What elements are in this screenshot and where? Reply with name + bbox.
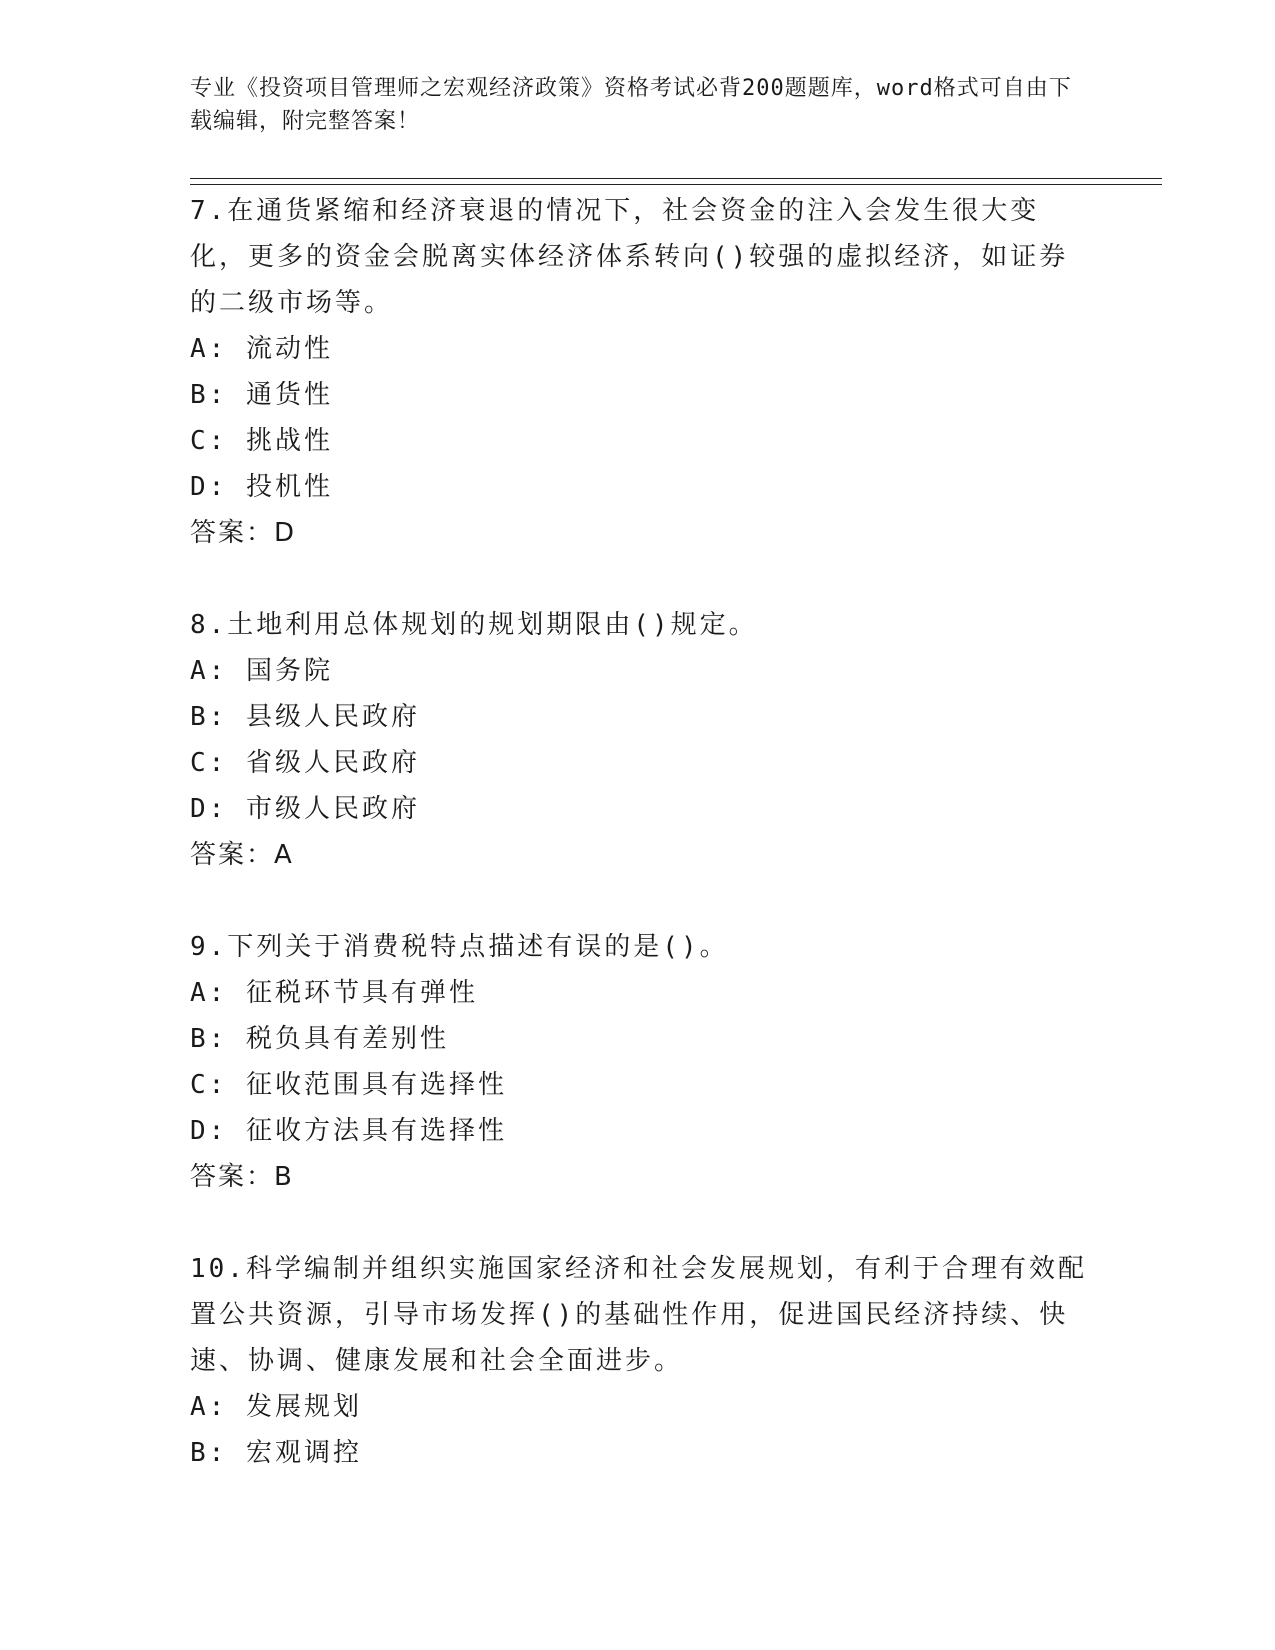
document-header: 专业《投资项目管理师之宏观经济政策》资格考试必背200题题库，word格式可自由下载编辑，附完整答案！ [190, 76, 1072, 134]
option-b: B: 县级人民政府 [190, 702, 420, 732]
question-9 [190, 924, 1090, 1200]
option-b: B: 宏观调控 [190, 1438, 362, 1468]
question-stem: 9.下列关于消费税特点描述有误的是()。 [190, 932, 729, 962]
option-c: C: 省级人民政府 [190, 748, 420, 778]
answer-line: 答案：B [190, 1162, 294, 1192]
option-a: A: 发展规划 [190, 1392, 362, 1422]
question-8 [190, 602, 1090, 878]
option-a: A: 流动性 [190, 334, 333, 364]
option-c: C: 征收范围具有选择性 [190, 1070, 507, 1100]
question-stem: 10.科学编制并组织实施国家经济和社会发展规划，有利于合理有效配置公共资源，引导市场发挥()的基础性作用，促进国民经济持续、快速、协调、健康发展和社会全面进步。 [190, 1254, 1087, 1376]
option-b: B: 通货性 [190, 380, 333, 410]
answer-line: 答案：A [190, 840, 294, 870]
option-d: D: 征收方法具有选择性 [190, 1116, 507, 1146]
question-list [190, 188, 1090, 1522]
option-a: A: 国务院 [190, 656, 333, 686]
question-10 [190, 1246, 1090, 1476]
question-stem: 7.在通货紧缩和经济衰退的情况下，社会资金的注入会发生很大变化，更多的资金会脱离实体经济体系转向()较强的虚拟经济，如证券的二级市场等。 [190, 196, 1069, 318]
option-d: D: 市级人民政府 [190, 794, 420, 824]
option-b: B: 税负具有差别性 [190, 1024, 449, 1054]
option-d: D: 投机性 [190, 472, 333, 502]
question-stem: 8.土地利用总体规划的规划期限由()规定。 [190, 610, 758, 640]
question-7 [190, 188, 1090, 556]
answer-line: 答案：D [190, 518, 297, 548]
header-divider [190, 178, 1162, 185]
option-c: C: 挑战性 [190, 426, 333, 456]
option-a: A: 征税环节具有弹性 [190, 978, 478, 1008]
